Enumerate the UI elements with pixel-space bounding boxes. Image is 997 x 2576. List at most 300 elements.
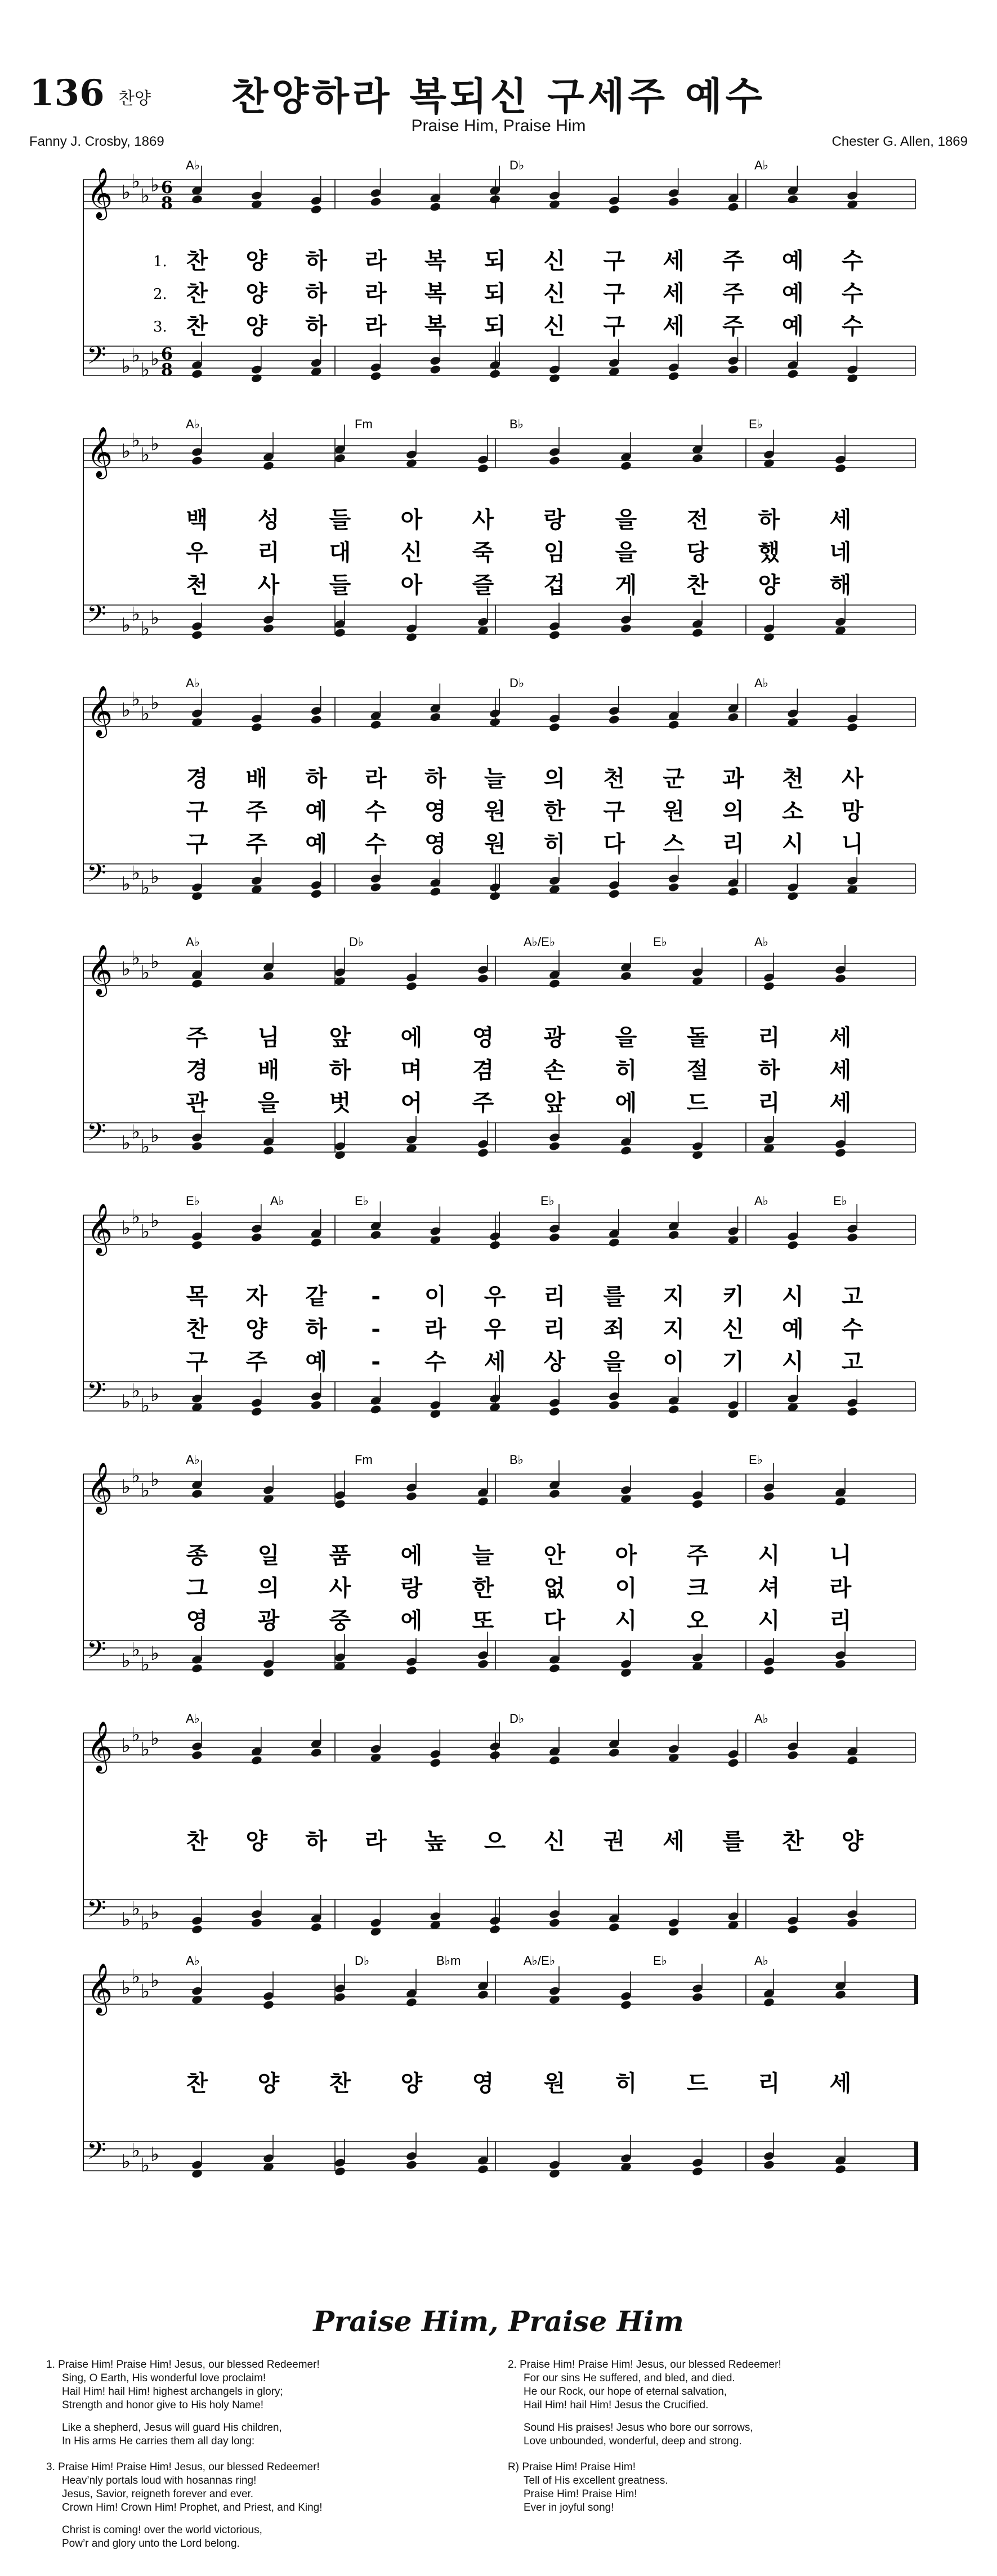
lyric-syllable: 지 — [663, 1316, 685, 1342]
lyric-syllable: 수 — [424, 1349, 446, 1375]
flat-icon: ♭ — [150, 1901, 160, 1924]
note-head — [834, 1148, 846, 1158]
lyric-syllable: 또 — [472, 1608, 494, 1634]
note-head — [834, 1497, 846, 1507]
treble-clef-icon: 𝄞 — [87, 1963, 113, 2014]
lyric-syllable: 원 — [484, 831, 506, 857]
treble-clef-icon: 𝄞 — [87, 686, 113, 736]
lyric-syllable: 님 — [257, 1025, 280, 1051]
note-head — [334, 628, 346, 638]
lyric-syllable: 주 — [245, 1349, 268, 1375]
lyric-syllable: 예 — [782, 1316, 804, 1342]
bass-staff — [83, 599, 915, 640]
note-head — [191, 1750, 203, 1760]
flat-icon: ♭ — [150, 348, 160, 370]
chord-symbol: A♭ — [186, 676, 200, 690]
note-head — [430, 1235, 441, 1245]
lyric-syllable: 하 — [305, 281, 327, 307]
note-head — [548, 1406, 560, 1417]
lyric-syllable: 에 — [400, 1543, 423, 1569]
lyric-syllable: 같 — [305, 1284, 327, 1310]
lyric-syllable: 이 — [615, 1575, 637, 1601]
lyric-syllable: 관 — [186, 1090, 208, 1116]
chord-symbol: A♭/E♭ — [524, 1954, 556, 1968]
note-head — [668, 1753, 679, 1763]
note-head — [727, 1409, 739, 1419]
flat-icon: ♭ — [122, 1217, 131, 1239]
lyric-syllable: 배 — [257, 1058, 280, 1083]
lyric-syllable: 돌 — [686, 1025, 709, 1051]
lyric-syllable: 세 — [663, 313, 685, 339]
flat-icon: ♭ — [150, 1969, 160, 1992]
lyric-syllable: 드 — [686, 1090, 709, 1116]
note-head — [405, 632, 417, 642]
lyric-syllable: 우 — [186, 540, 208, 566]
lyric-syllable: 기 — [722, 1349, 744, 1375]
lyric-syllable: 광 — [257, 1608, 280, 1634]
note-head — [548, 1232, 560, 1242]
hymn-title-english: Praise Him, Praise Him — [411, 117, 586, 135]
note-head — [310, 714, 322, 724]
note-head — [370, 1927, 382, 1937]
note-head — [608, 1748, 620, 1758]
lyric-syllable: 예 — [305, 799, 327, 825]
lyric-syllable: 하 — [329, 1058, 351, 1083]
lyric-syllable: 찬 — [782, 1829, 804, 1854]
lyric-syllable: 사 — [329, 1575, 351, 1601]
treble-staff — [83, 1462, 915, 1515]
note-head — [608, 714, 620, 724]
lyric-syllable: 양 — [841, 1829, 864, 1854]
note-head — [727, 886, 739, 897]
lyric-syllable: 지 — [663, 1284, 685, 1310]
lyric-syllable: 구 — [603, 281, 625, 307]
note-head — [334, 1150, 346, 1160]
note-head — [191, 1995, 203, 2005]
lyric-syllable: 찬 — [686, 572, 709, 598]
chord-symbol: A♭ — [754, 1712, 769, 1726]
flat-icon: ♭ — [141, 1135, 150, 1158]
note-head — [262, 461, 274, 471]
lyric-syllable: 천 — [603, 766, 625, 792]
flat-icon: ♭ — [122, 1735, 131, 1757]
note-head — [548, 1755, 560, 1766]
note-head — [668, 1927, 679, 1937]
note-head — [191, 891, 203, 901]
music-system — [83, 1194, 915, 1419]
english-stanza — [46, 2461, 512, 2551]
note-head — [370, 371, 382, 381]
note-head — [846, 1755, 858, 1766]
lyric-syllable: 주 — [686, 1543, 709, 1569]
lyric-syllable: 신 — [543, 248, 566, 274]
lyric-syllable: 원 — [484, 799, 506, 825]
note-head — [548, 2169, 560, 2179]
note-head — [620, 1494, 632, 1504]
lyric-syllable: 예 — [782, 281, 804, 307]
lyric-syllable: 영 — [186, 1608, 208, 1634]
note-head — [608, 889, 620, 899]
lyric-syllable: 양 — [245, 248, 268, 274]
flat-icon: ♭ — [150, 1642, 160, 1665]
lyric-syllable: - — [371, 1349, 381, 1375]
lyric-syllable: 해 — [829, 572, 852, 598]
flat-icon: ♭ — [122, 440, 131, 463]
lyric-syllable: 시 — [758, 1543, 780, 1569]
english-lyrics-left-column — [46, 2358, 512, 2563]
lyric-syllable: 키 — [722, 1284, 744, 1310]
music-system — [83, 1453, 915, 1678]
lyric-syllable: 하 — [305, 1829, 327, 1854]
flat-icon: ♭ — [131, 2139, 141, 2162]
final-barline — [914, 2142, 918, 2171]
lyric-syllable: 양 — [257, 2071, 280, 2096]
lyric-syllable: 아 — [400, 507, 423, 533]
lyricist-credit: Fanny J. Crosby, 1869 — [29, 134, 164, 149]
note-head — [191, 1489, 203, 1499]
chord-symbol: E♭ — [749, 1453, 763, 1467]
note-head — [251, 1918, 262, 1928]
note-head — [477, 1990, 489, 2000]
treble-staff — [83, 427, 915, 480]
treble-clef-icon: 𝄞 — [87, 168, 113, 218]
lyric-syllable: 리 — [722, 831, 744, 857]
bass-clef-icon: 𝄢 — [87, 599, 106, 635]
note-head — [191, 1663, 203, 1673]
note-head — [691, 453, 703, 463]
lyric-syllable: 양 — [245, 281, 268, 307]
chord-symbol: A♭ — [754, 935, 769, 949]
chord-symbol: D♭ — [509, 158, 525, 172]
lyric-syllable: 찬 — [186, 1829, 208, 1854]
english-lyric-line: Sound His praises! Jesus who bore our sorrows, — [524, 2422, 753, 2434]
note-head — [608, 1922, 620, 1932]
chord-symbol: A♭ — [270, 1194, 285, 1208]
lyric-syllable: 되 — [484, 248, 506, 274]
note-head — [262, 1668, 274, 1678]
lyric-syllable: 세 — [663, 281, 685, 307]
music-system — [83, 158, 915, 383]
time-signature-top: 6 — [161, 178, 173, 198]
flat-icon: ♭ — [141, 1220, 150, 1243]
lyric-syllable: 시 — [782, 1349, 804, 1375]
lyric-syllable: 양 — [245, 1316, 268, 1342]
flat-icon: ♭ — [131, 429, 141, 452]
english-stanza — [508, 2461, 974, 2515]
note-head — [763, 1491, 775, 1501]
note-head — [846, 1918, 858, 1928]
lyric-syllable: 을 — [615, 1025, 637, 1051]
music-system — [83, 1712, 915, 1937]
lyric-syllable: 신 — [543, 281, 566, 307]
lyric-syllable: 아 — [615, 1543, 637, 1569]
note-head — [608, 1238, 620, 1248]
chord-symbol: A♭ — [186, 1453, 200, 1467]
lyrics-block — [186, 507, 852, 598]
lyric-syllable: 게 — [615, 572, 637, 598]
flat-icon: ♭ — [131, 1206, 141, 1229]
lyric-syllable: 자 — [245, 1284, 268, 1310]
note-head — [620, 971, 632, 981]
flat-icon: ♭ — [141, 443, 150, 467]
chord-symbol: E♭ — [653, 935, 668, 949]
lyric-syllable: 니 — [829, 1543, 852, 1569]
lyric-syllable: 늘 — [472, 1543, 494, 1569]
lyric-syllable: 성 — [257, 507, 280, 533]
note-head — [405, 2160, 417, 2170]
note-head — [668, 371, 679, 381]
lyric-syllable: 우 — [484, 1316, 506, 1342]
note-head — [191, 979, 203, 989]
flat-icon: ♭ — [131, 688, 141, 711]
lyric-syllable: 리 — [758, 2071, 780, 2096]
flat-icon: ♭ — [131, 1121, 141, 1144]
lyric-syllable: 찬 — [186, 281, 208, 307]
chord-symbol: E♭ — [833, 1194, 848, 1208]
note-head — [834, 1659, 846, 1669]
lyric-syllable: 중 — [329, 1608, 351, 1634]
lyric-syllable: 주 — [722, 281, 744, 307]
lyric-syllable: 대 — [329, 540, 351, 566]
lyric-syllable: 구 — [603, 799, 625, 825]
note-head — [787, 369, 799, 379]
lyric-syllable: 목 — [186, 1284, 208, 1310]
note-head — [787, 194, 799, 204]
lyric-syllable: 스 — [663, 831, 685, 857]
flat-icon: ♭ — [141, 876, 150, 899]
lyric-syllable: 을 — [615, 540, 637, 566]
flat-icon: ♭ — [131, 1897, 141, 1920]
lyric-syllable: 크 — [686, 1575, 709, 1601]
lyric-syllable: 찬 — [186, 2071, 208, 2096]
english-lyric-line: Pow’r and glory unto the Lord belong. — [62, 2538, 240, 2550]
lyric-syllable: 예 — [305, 1349, 327, 1375]
verse-number: 3. — [153, 319, 167, 335]
lyric-syllable: 배 — [245, 766, 268, 792]
lyric-syllable: 신 — [400, 540, 423, 566]
flat-icon: ♭ — [131, 1464, 141, 1488]
flat-icon: ♭ — [150, 866, 160, 888]
lyric-syllable: 예 — [305, 831, 327, 857]
lyric-syllable: 랑 — [400, 1575, 423, 1601]
note-head — [846, 373, 858, 383]
note-head — [251, 373, 262, 383]
flat-icon: ♭ — [141, 1738, 150, 1761]
lyric-syllable: 리 — [257, 540, 280, 566]
note-head — [191, 1240, 203, 1250]
lyric-syllable: 세 — [663, 248, 685, 274]
flat-icon: ♭ — [141, 702, 150, 725]
lyric-syllable: 영 — [424, 831, 446, 857]
lyric-syllable: 히 — [543, 831, 566, 857]
lyric-syllable: 하 — [305, 766, 327, 792]
lyric-syllable: 과 — [722, 766, 744, 792]
english-lyric-line: Hail Him! hail Him! Jesus the Crucified. — [524, 2399, 709, 2411]
lyric-syllable: 손 — [543, 1058, 566, 1083]
note-head — [477, 973, 489, 983]
note-head — [548, 1995, 560, 2005]
flat-icon: ♭ — [150, 2143, 160, 2166]
note-head — [262, 623, 274, 633]
lyric-syllable: 신 — [722, 1316, 744, 1342]
lyric-syllable: 구 — [603, 313, 625, 339]
lyric-syllable: 세 — [829, 1090, 852, 1116]
lyric-syllable: 높 — [424, 1829, 446, 1854]
flat-icon: ♭ — [122, 1909, 131, 1931]
lyric-syllable: 겸 — [472, 1058, 494, 1083]
flat-icon: ♭ — [122, 355, 131, 378]
lyric-syllable: 을 — [257, 1090, 280, 1116]
verse-number: 1. — [153, 253, 167, 270]
lyric-syllable: 양 — [245, 1829, 268, 1854]
lyric-syllable: 찬 — [186, 313, 208, 339]
lyric-syllable: 세 — [829, 1025, 852, 1051]
lyric-syllable: 수 — [841, 313, 864, 339]
note-head — [727, 364, 739, 374]
english-lyric-line: Sing, O Earth, His wonderful love proclaim! — [62, 2372, 266, 2384]
lyric-syllable: 에 — [400, 1025, 423, 1051]
lyric-syllable: 시 — [615, 1608, 637, 1634]
lyric-syllable: 즐 — [472, 572, 494, 598]
note-head — [620, 1668, 632, 1678]
lyric-syllable: 한 — [472, 1575, 494, 1601]
lyric-syllable: 구 — [186, 1349, 208, 1375]
note-head — [191, 194, 203, 204]
note-head — [430, 364, 441, 374]
flat-icon: ♭ — [141, 2154, 150, 2177]
flat-icon: ♭ — [122, 699, 131, 722]
note-head — [405, 981, 417, 991]
note-head — [430, 886, 441, 897]
flat-icon: ♭ — [131, 947, 141, 970]
bass-staff — [83, 1635, 915, 1676]
lyric-syllable: 어 — [400, 1090, 423, 1116]
lyric-syllable: 시 — [782, 1284, 804, 1310]
flat-icon: ♭ — [122, 1132, 131, 1154]
chord-symbol: A♭/E♭ — [524, 935, 556, 949]
note-head — [834, 2164, 846, 2174]
note-head — [191, 717, 203, 727]
lyric-syllable: 리 — [758, 1090, 780, 1116]
note-head — [405, 458, 417, 468]
time-signature-bottom: 8 — [161, 194, 173, 213]
note-head — [477, 1497, 489, 1507]
music-system — [83, 935, 915, 1160]
lyric-syllable: 의 — [722, 799, 744, 825]
note-head — [310, 204, 322, 214]
note-head — [668, 882, 679, 892]
note-head — [191, 455, 203, 465]
english-lyric-line: For our sins He suffered, and bled, and died. — [524, 2372, 735, 2384]
note-head — [262, 971, 274, 981]
lyric-syllable: 들 — [329, 572, 351, 598]
bass-clef-icon: 𝄢 — [87, 1117, 106, 1153]
lyric-syllable: 벗 — [329, 1090, 351, 1116]
note-head — [668, 720, 679, 730]
lyric-syllable: 되 — [484, 313, 506, 339]
lyric-syllable: 에 — [615, 1090, 637, 1116]
bass-clef-icon: 𝄢 — [87, 1635, 106, 1670]
note-head — [405, 1997, 417, 2008]
note-head — [763, 1997, 775, 2008]
flat-icon: ♭ — [150, 433, 160, 455]
note-head — [763, 1665, 775, 1675]
treble-clef-icon: 𝄞 — [87, 944, 113, 995]
flat-icon: ♭ — [122, 873, 131, 895]
note-head — [691, 1992, 703, 2002]
note-head — [608, 204, 620, 214]
lyric-syllable: 한 — [543, 799, 566, 825]
note-head — [620, 461, 632, 471]
lyric-syllable: 수 — [841, 281, 864, 307]
flat-icon: ♭ — [131, 603, 141, 626]
lyric-syllable: 천 — [782, 766, 804, 792]
english-lyric-line: 3. Praise Him! Praise Him! Jesus, our blessed Redeemer! — [46, 2461, 320, 2473]
lyric-syllable: 을 — [615, 507, 637, 533]
lyric-syllable: 하 — [424, 766, 446, 792]
lyric-syllable: 라 — [424, 1316, 446, 1342]
lyric-syllable: 리 — [543, 1316, 566, 1342]
lyric-syllable: 신 — [543, 313, 566, 339]
chord-symbol: A♭ — [754, 158, 769, 172]
note-head — [548, 630, 560, 640]
note-head — [489, 369, 500, 379]
note-head — [430, 712, 441, 722]
note-head — [548, 1489, 560, 1499]
lyric-syllable: 며 — [400, 1058, 423, 1083]
english-lyric-line: Like a shepherd, Jesus will guard His children, — [62, 2422, 282, 2434]
note-head — [370, 1753, 382, 1763]
bass-clef-icon: 𝄢 — [87, 2136, 106, 2171]
lyric-syllable: 세 — [484, 1349, 506, 1375]
chord-symbol: A♭ — [186, 1712, 200, 1726]
hymn-category: 찬양 — [118, 89, 151, 109]
lyric-syllable: 주 — [186, 1025, 208, 1051]
flat-icon: ♭ — [150, 692, 160, 714]
note-head — [846, 1406, 858, 1417]
lyric-syllable: 사 — [841, 766, 864, 792]
time-signature-bottom: 8 — [161, 360, 173, 380]
note-head — [310, 1400, 322, 1410]
note-head — [370, 1404, 382, 1414]
note-head — [191, 1924, 203, 1934]
lyrics-block — [186, 1025, 852, 1116]
english-lyric-line: Tell of His excellent greatness. — [524, 2475, 668, 2487]
lyric-syllable: 주 — [245, 831, 268, 857]
note-head — [489, 194, 500, 204]
note-head — [334, 453, 346, 463]
note-head — [430, 202, 441, 212]
note-head — [477, 463, 489, 473]
note-head — [251, 1406, 262, 1417]
note-head — [691, 1150, 703, 1160]
lyric-syllable: 히 — [615, 1058, 637, 1083]
note-head — [489, 1924, 500, 1934]
lyric-syllable: 앞 — [329, 1025, 351, 1051]
note-head — [691, 628, 703, 638]
lyric-syllable: 양 — [245, 313, 268, 339]
flat-icon: ♭ — [141, 185, 150, 208]
note-head — [251, 199, 262, 209]
flat-icon: ♭ — [150, 1125, 160, 1147]
lyric-syllable: 이 — [663, 1349, 685, 1375]
lyric-syllable: 다 — [603, 831, 625, 857]
lyric-syllable: 하 — [305, 1316, 327, 1342]
english-lyric-line: R) Praise Him! Praise Him! — [508, 2461, 636, 2473]
flat-icon: ♭ — [131, 1379, 141, 1403]
flat-icon: ♭ — [141, 359, 150, 382]
lyric-syllable: 천 — [186, 572, 208, 598]
